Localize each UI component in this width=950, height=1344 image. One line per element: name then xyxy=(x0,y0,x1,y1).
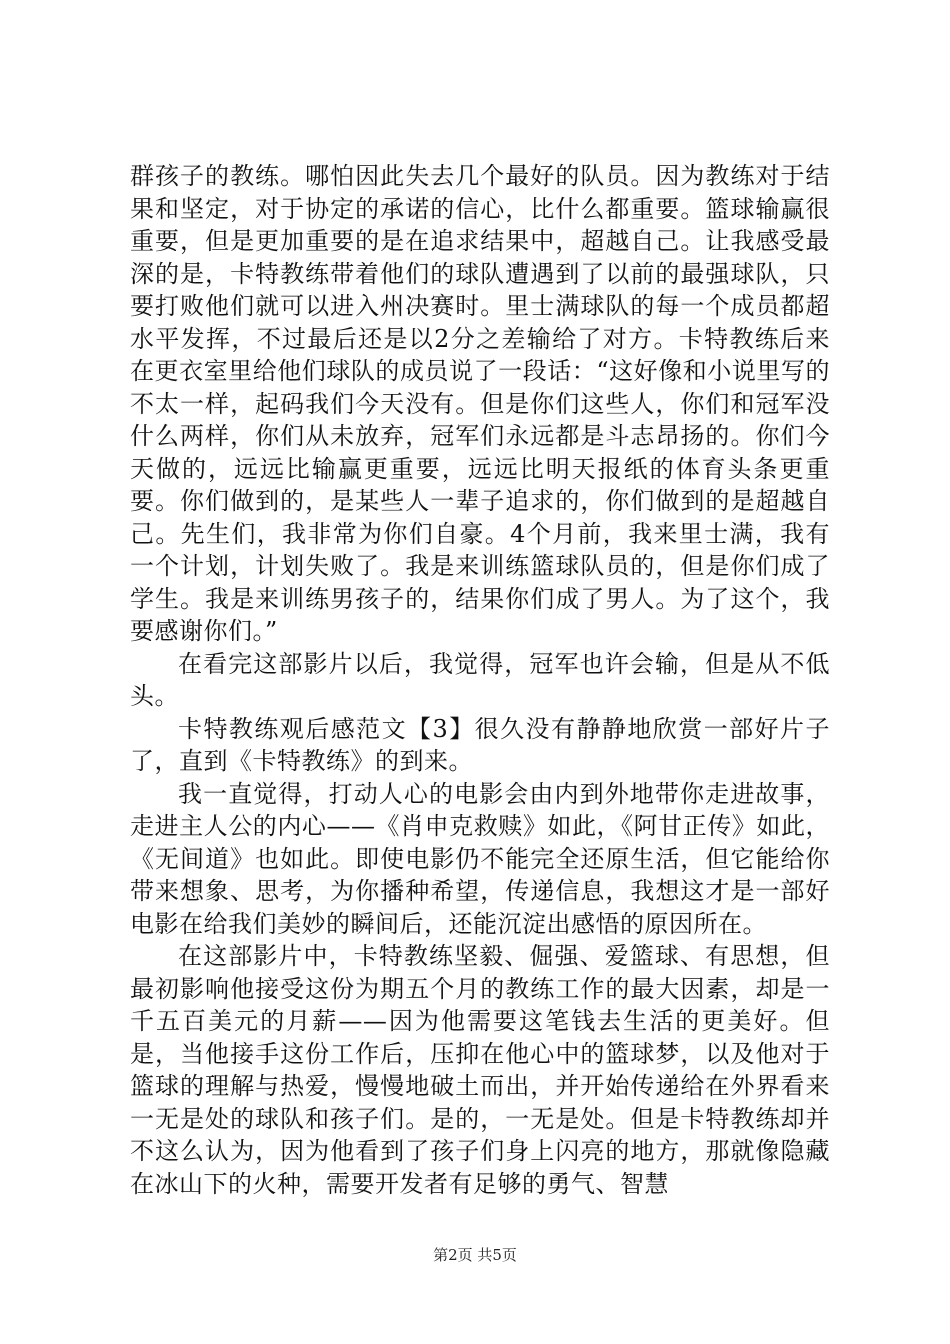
page-footer xyxy=(0,1244,950,1265)
paragraph-2: 在看完这部影片以后，我觉得，冠军也许会输，但是从不低头。 xyxy=(130,649,830,710)
document-body xyxy=(130,160,830,1200)
paragraph-5: 在这部影片中，卡特教练坚毅、倔强、爱篮球、有思想，但最初影响他接受这份为期五个月的教练工作的最大因素，却是一千五百美元的月薪——因为他需要这笔钱去生活的更美好。但是，当他接手这份工作后，压抑在他心中的篮球梦，以及他对于篮球的理解与热爱，慢慢地破土而出，并开始传递给在外界看来一无是处的球队和孩子们。是的，一无是处。但是卡特教练却并不这么认为，因为他看到了孩子们身上闪亮的地方，那就像隐藏在冰山下的火种，需要开发者有足够的勇气、智慧 xyxy=(130,942,830,1198)
page-number-label: 第2页 共5页 xyxy=(433,1246,517,1264)
paragraph-4: 我一直觉得，打动人心的电影会由内到外地带你走进故事，走进主人公的内心——《肖申克救赎》如此，《阿甘正传》如此，《无间道》也如此。即使电影仍不能完全还原生活，但它能给你带来想象、思考，为你播种希望，传递信息，我想这才是一部好电影在给我们美妙的瞬间后，还能沉淀出感悟的原因所在。 xyxy=(130,779,830,938)
paragraph-3: 卡特教练观后感范文【3】很久没有静静地欣赏一部好片子了，直到《卡特教练》的到来。 xyxy=(130,714,830,775)
paragraph-1: 群孩子的教练。哪怕因此失去几个最好的队员。因为教练对于结果和坚定，对于协定的承诺的信心，比什么都重要。篮球输赢很重要，但是更加重要的是在追求结果中，超越自己。让我感受最深的是，卡特教练带着他们的球队遭遇到了以前的最强球队，只要打败他们就可以进入州决赛时。里士满球队的每一个成员都超水平发挥，不过最后还是以2分之差输给了对方。卡特教练后来在更衣室里给他们球队的成员说了一段话：“这好像和小说里写的不太一样，起码我们今天没有。但是你们这些人，你们和冠军没什么两样，你们从未放弃，冠军们永远都是斗志昂扬的。你们今天做的，远远比输赢更重要，远远比明天报纸的体育头条更重要。你们做到的，是某些人一辈子追求的，你们做到的是超越自己。先生们，我非常为你们自豪。4个月前，我来里士满，我有一个计划，计划失败了。我是来训练篮球队员的，但是你们成了学生。我是来训练男孩子的，结果你们成了男人。为了这个，我要感谢你们。” xyxy=(130,162,830,645)
